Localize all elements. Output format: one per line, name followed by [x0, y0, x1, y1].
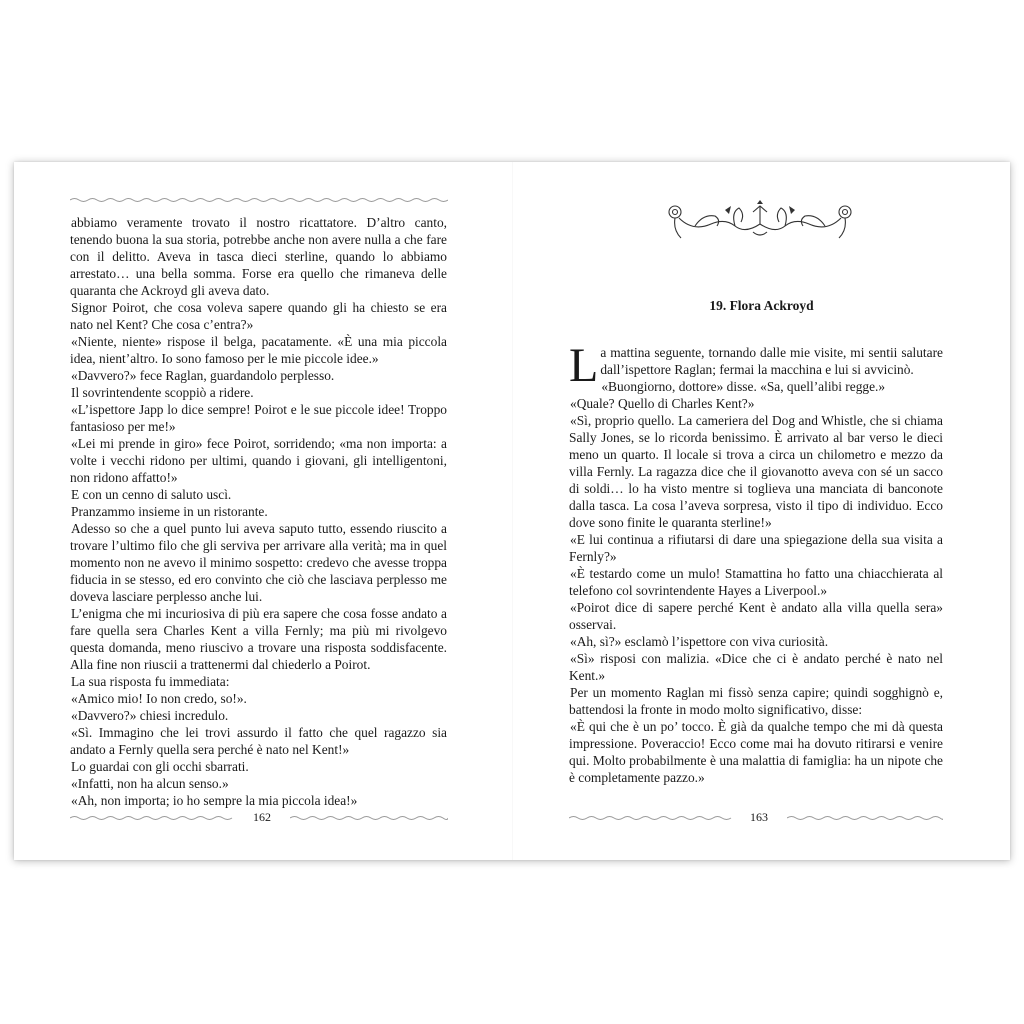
paragraph: «Buongiorno, dottore» disse. «Sa, quell’alibi regge.»: [601, 379, 886, 394]
paragraph: «Quale? Quello di Charles Kent?»: [570, 396, 755, 411]
paragraph: «Ah, non importa; io ho sempre la mia piccola idea!»: [71, 793, 358, 808]
page-number-left: 162: [253, 810, 271, 824]
paragraph: L’enigma che mi incuriosiva di più era sapere che cosa fosse andato a fare quella sera Charles Kent a villa Fernly; ma più mi rivolgevo questa domanda, meno riuscivo a trovare una risposta soddisfacente. Alla fine non riuscii a trattenermi dal chiederlo a Poirot.: [70, 606, 447, 672]
paragraph: «Sì» risposi con malizia. «Dice che ci è andato perché è nato nel Kent.»: [569, 651, 943, 683]
paragraph: Signor Poirot, che cosa voleva sapere quando gli ha chiesto se era nato nel Kent? Che cosa c’entra?»: [70, 300, 447, 332]
paragraph: «Davvero?» fece Raglan, guardandolo perplesso.: [71, 368, 335, 383]
chapter-ornament-icon: [665, 198, 855, 246]
paragraph: Adesso so che a quel punto lui aveva saputo tutto, essendo riuscito a trovare l’ultimo filo che gli serviva per arrivare alla verità; ma in quel momento non ne avevo il minimo sospetto: credevo che avesse troppa fiducia in se stesso, ed ero convinto che ciò che lasciava perplesso me doveva lasciare perplesso anche lui.: [70, 521, 447, 604]
paragraph: «L’ispettore Japp lo dice sempre! Poirot e le sue piccole idee! Troppo fantasioso per me!»: [70, 402, 447, 434]
paragraph: «Ah, sì?» esclamò l’ispettore con viva curiosità.: [570, 634, 829, 649]
paragraph: «È qui che è un po’ tocco. È già da qualche tempo che mi dà questa impressione. Poveraccio! Ecco come mai ha dovuto ritirarsi e venire qui. Molto probabilmente è una malattia di famiglia: ha un nipote che è completamente pazzo.»: [569, 719, 943, 785]
paragraph: Per un momento Raglan mi fissò senza capire; quindi sogghignò e, battendosi la fronte in modo molto significativo, disse:: [569, 685, 943, 717]
paragraph: «Amico mio! Io non credo, so!».: [71, 691, 247, 706]
paragraph: «Lei mi prende in giro» fece Poirot, sorridendo; «ma non importa: a volte i vecchi ridono per ultimi, quando i giovani, gli intelligentoni, non ridono affatto!»: [70, 436, 447, 485]
paragraph: E con un cenno di saluto uscì.: [71, 487, 232, 502]
bottom-wave-rule-left-a: [70, 814, 234, 822]
paragraph: Il sovrintendente scoppiò a ridere.: [71, 385, 254, 400]
paragraph: «Sì, proprio quello. La cameriera del Dog and Whistle, che si chiama Sally Jones, se lo ricorda benissimo. È arrivato al bar verso le dieci meno un quarto. Il locale si trova a circa un chilometro e mezzo da villa Fernly. La ragazza dice che il giovanotto aveva con sé un sacco di soldi… lo ha visto mentre si toglieva una manciata di banconote dalla tasca. La cosa l’aveva sorpresa, visto il tipo di individuo. Ecco dove sono finite le quaranta sterline!»: [569, 413, 943, 530]
paragraph: «È testardo come un mulo! Stamattina ho fatto una chiacchierata al telefono col sovrintendente Hayes a Liverpool.»: [569, 566, 943, 598]
paragraph: Lo guardai con gli occhi sbarrati.: [71, 759, 249, 774]
left-page: [14, 162, 512, 860]
bottom-wave-rule-right-a: [569, 814, 733, 822]
first-paragraph-text: a mattina seguente, tornando dalle mie visite, mi sentii salutare dall’ispettore Raglan; fermai la macchina e lui si avvicinò.: [600, 345, 943, 377]
paragraph: «Infatti, non ha alcun senso.»: [71, 776, 229, 791]
paragraph: La sua risposta fu immediata:: [71, 674, 230, 689]
paragraph: «Sì. Immagino che lei trovi assurdo il fatto che quel ragazzo sia andato a Fernly quella sera perché è nato nel Kent!»: [70, 725, 447, 757]
drop-cap: L: [569, 339, 599, 392]
book-spread: [14, 162, 1010, 860]
left-page-body-text: [70, 214, 447, 809]
page-number-right: 163: [750, 810, 768, 824]
paragraph: «Davvero?» chiesi incredulo.: [71, 708, 229, 723]
paragraph: «Poirot dice di sapere perché Kent è andato alla villa quella sera» osservai.: [569, 600, 943, 632]
top-wave-rule-left: [70, 196, 448, 204]
paragraph: «E lui continua a rifiutarsi di dare una spiegazione della sua visita a Fernly?»: [569, 532, 943, 564]
bottom-wave-rule-right-b: [787, 814, 943, 822]
bottom-wave-rule-left-b: [290, 814, 448, 822]
chapter-title: 19. Flora Ackroyd: [709, 298, 814, 313]
paragraph: abbiamo veramente trovato il nostro ricattatore. D’altro canto, tenendo buona la sua storia, potrebbe anche non avere nulla a che fare con il delitto. Aveva in tasca dieci sterline, quando lo abbiamo arrestato… una bella somma. Forse era quello che rimaneva delle quaranta che Ackroyd gli aveva dato.: [70, 215, 447, 298]
paragraph: «Niente, niente» rispose il belga, pacatamente. «È una mia piccola idea, nient’altro. Io sono famoso per le mie piccole idee.»: [70, 334, 447, 366]
right-page-body-text: [569, 339, 943, 786]
paragraph: Pranzammo insieme in un ristorante.: [71, 504, 268, 519]
right-page: [513, 162, 1010, 860]
